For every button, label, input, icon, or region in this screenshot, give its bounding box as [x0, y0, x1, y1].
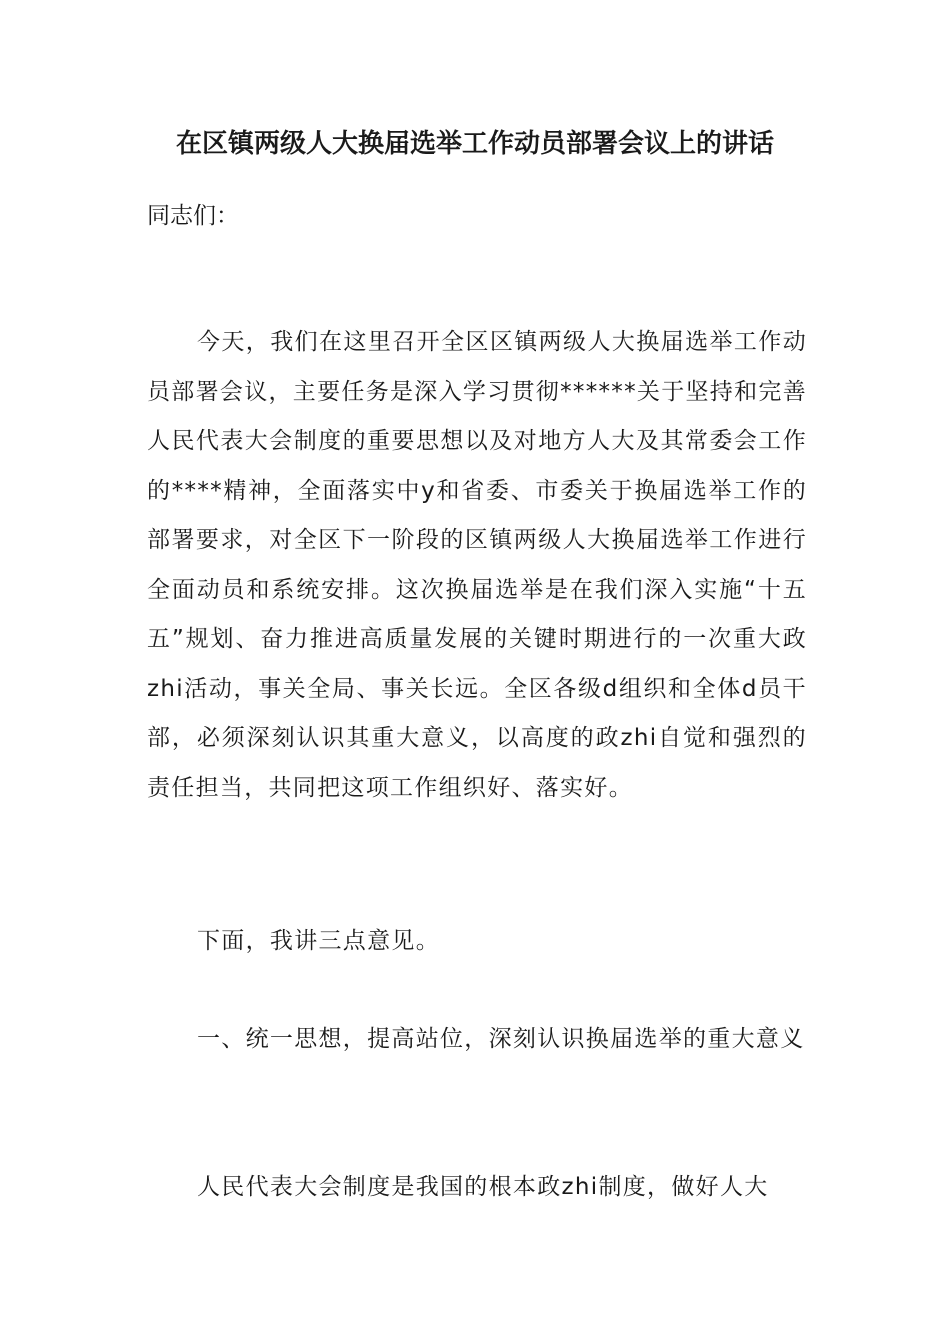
- paragraph-section-one-start: 人民代表大会制度是我国的根本政zhi制度，做好人大: [197, 1174, 769, 1200]
- document-title: 在区镇两级人大换届选举工作动员部署会议上的讲话: [175, 129, 774, 159]
- section-heading-one: 一、统一思想，提高站位，深刻认识换届选举的重大意义: [197, 1026, 805, 1052]
- salutation: 同志们：: [147, 203, 239, 229]
- paragraph-intro: 今天，我们在这里召开全区区镇两级人大换届选举工作动员部署会议，主要任务是深入学习贯彻******关于坚持和完善人民代表大会制度的重要思想以及对地方人大及其常委会工作的****精神，全面落实中y和省委、市委关于换届选举工作的部署要求，对全区下一阶段的区镇两级人大换届选举工作进行全面动员和系统安排。这次换届选举是在我们深入实施“十五五”规划、奋力推进高质量发展的关键时期进行的一次重大政zhi活动，事关全局、事关长远。全区各级d组织和全体d员干部，必须深刻认识其重大意义，以高度的政zhi自觉和强烈的责任担当，共同把这项工作组织好、落实好。: [147, 329, 807, 801]
- paragraph-transition: 下面，我讲三点意见。: [197, 928, 440, 954]
